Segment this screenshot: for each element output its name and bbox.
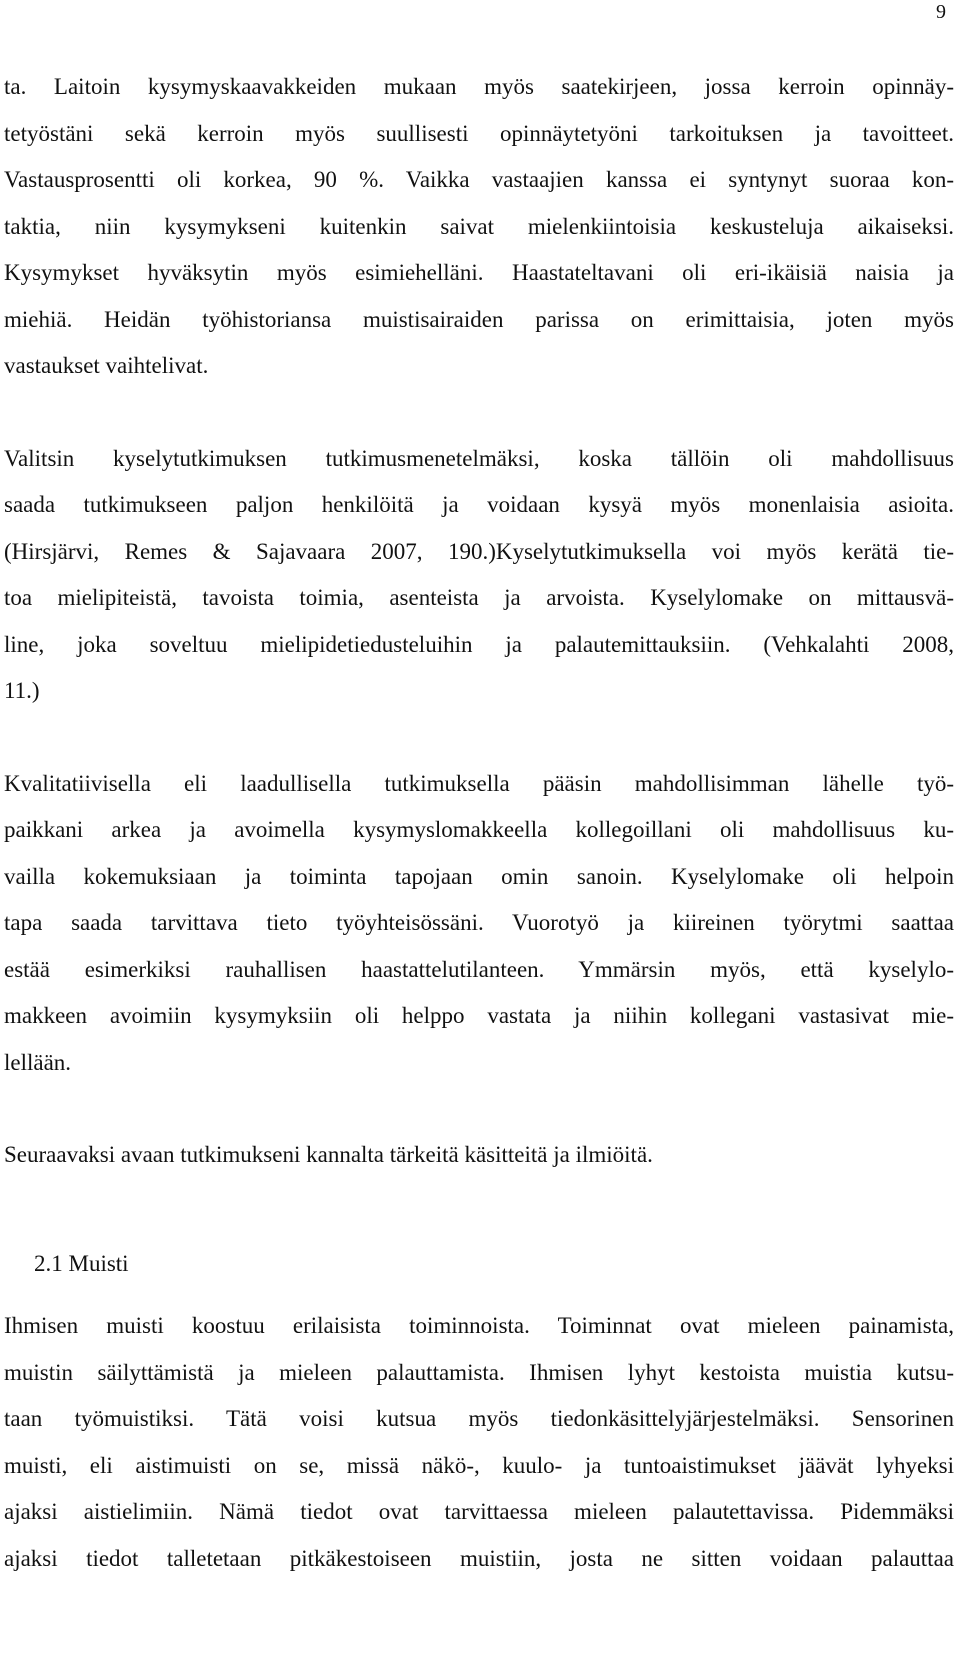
text-line: line, joka soveltuu mielipidetiedusteluihin ja palautemittauksiin. (Vehkalahti 2008,: [4, 631, 954, 657]
document-body: [4, 64, 954, 1582]
text-line: miehiä. Heidän työhistoriansa muistisairaiden parissa on erimittaisia, joten myös: [4, 306, 954, 332]
text-line: Kysymykset hyväksytin myös esimiehelläni. Haastateltavani oli eri-ikäisiä naisia ja: [4, 260, 954, 285]
text-line: ajaksi aistielimiin. Nämä tiedot ovat tarvittaessa mieleen palautettavissa. Pidemmäksi: [4, 1499, 954, 1524]
page-number: 9: [936, 1, 946, 23]
paragraph-transition: [4, 1132, 954, 1179]
text-line: tapa saada tarvittava tieto työyhteisössäni. Vuorotyö ja kiireinen työrytmi saattaa: [4, 910, 954, 935]
text-line: Kvalitatiivisella eli laadullisella tutkimuksella pääsin mahdollisimman lähelle työ-: [4, 770, 954, 796]
text-line: Ihmisen muisti koostuu erilaisista toiminnoista. Toiminnat ovat mieleen painamista,: [4, 1313, 954, 1338]
text-line: toa mielipiteistä, tavoista toimia, asenteista ja arvoista. Kyselylomake on mittausvä-: [4, 585, 954, 610]
paragraph-gap: [4, 1225, 954, 1241]
text-line: makkeen avoimiin kysymyksiin oli helppo vastata ja niihin kollegani vastasivat mie-: [4, 1003, 954, 1028]
text-line: Seuraavaksi avaan tutkimukseni kannalta tärkeitä käsitteitä ja ilmiöitä.: [4, 1142, 653, 1167]
text-line: vastaukset vaihtelivat.: [4, 353, 209, 378]
paragraph-method-intro: [4, 64, 954, 390]
paragraph-qualitative: [4, 761, 954, 1087]
text-line: tetyöstäni sekä kerroin myös suullisesti opinnäytetyöni tarkoituksen ja tavoitteet.: [4, 120, 954, 146]
paragraph-gap: [4, 1086, 954, 1132]
text-line: Vastausprosentti oli korkea, 90 %. Vaikka vastaajien kanssa ei syntynyt suoraa kon-: [4, 167, 954, 192]
text-line: taktia, niin kysymykseni kuitenkin saivat mielenkiintoisia keskusteluja aikaiseksi.: [4, 213, 954, 239]
text-line: ajaksi tiedot talletetaan pitkäkestoiseen muistiin, josta ne sitten voidaan palauttaa: [4, 1545, 954, 1571]
paragraph-gap: [4, 715, 954, 761]
paragraph-gap: [4, 1287, 954, 1303]
section-heading: 2.1 Muisti: [34, 1250, 129, 1276]
text-line: Valitsin kyselytutkimuksen tutkimusmenetelmäksi, koska tällöin oli mahdollisuus: [4, 445, 954, 471]
paragraph-gap: [4, 390, 954, 436]
text-line: 11.): [4, 678, 40, 703]
text-line: ta. Laitoin kysymyskaavakkeiden mukaan myös saatekirjeen, jossa kerroin opinnäy-: [4, 74, 954, 99]
text-line: muistin säilyttämistä ja mieleen palauttamista. Ihmisen lyhyt kestoista muistia kutsu-: [4, 1359, 954, 1385]
text-line: taan työmuistiksi. Tätä voisi kutsua myös tiedonkäsittelyjärjestelmäksi. Sensorinen: [4, 1406, 954, 1431]
paragraph-memory: [4, 1303, 954, 1582]
text-line: estää esimerkiksi rauhallisen haastattelutilanteen. Ymmärsin myös, että kyselylo-: [4, 956, 954, 982]
text-line: (Hirsjärvi, Remes & Sajavaara 2007, 190.)Kyselytutkimuksella voi myös kerätä tie-: [4, 538, 954, 564]
text-line: lellään.: [4, 1049, 72, 1075]
text-line: muisti, eli aistimuisti on se, missä näkö-, kuulo- ja tuntoaistimukset jäävät lyhyeksi: [4, 1452, 954, 1478]
text-line: vailla kokemuksiaan ja toiminta tapojaan omin sanoin. Kyselylomake oli helpoin: [4, 863, 954, 889]
paragraph-gap: [4, 1179, 954, 1225]
text-line: paikkani arkea ja avoimella kysymyslomakkeella kollegoillani oli mahdollisuus ku-: [4, 817, 954, 842]
text-line: saada tutkimukseen paljon henkilöitä ja voidaan kysyä myös monenlaisia asioita.: [4, 492, 954, 517]
paragraph-survey-method: [4, 436, 954, 715]
